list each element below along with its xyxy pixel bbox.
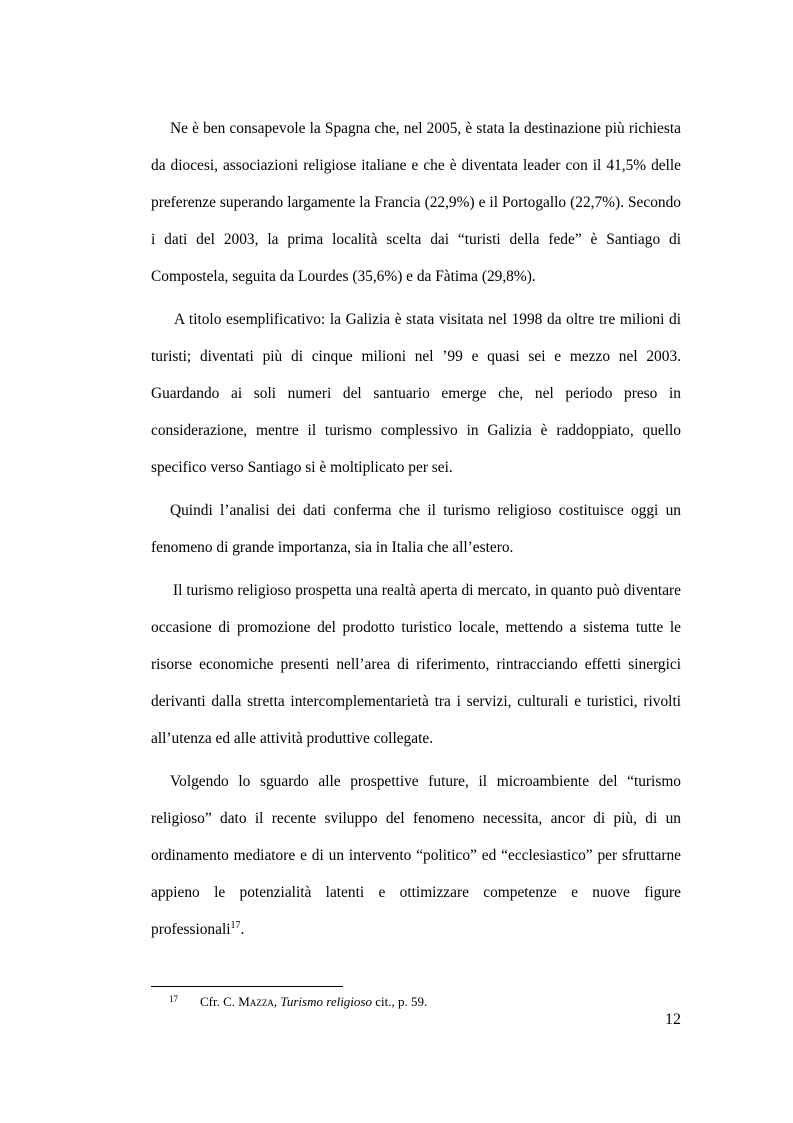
footnote-number: 17 <box>169 994 178 1004</box>
paragraph-1 <box>151 110 681 295</box>
paragraph-3 <box>151 492 681 566</box>
footnote-reference[interactable]: 17 <box>230 919 241 931</box>
page-number: 12 <box>665 1011 681 1028</box>
footnote-author: Mazza <box>238 994 274 1009</box>
footnote-title: Turismo religioso <box>280 994 372 1009</box>
footnote-divider <box>151 986 343 987</box>
paragraph-5-text: Volgendo lo sguardo alle prospettive future, il microambiente del “turismo religioso” dato il recente sviluppo del fenomeno necessita, ancor di più, di un ordinamento mediatore e di un intervento “politico” ed “ecclesiastico” per sfruttarne appieno le potenzialità latenti e ottimizzare competenze e nuove figure professionali <box>151 773 681 938</box>
footnote-separator: , <box>273 994 281 1009</box>
paragraph-2-text: A titolo esemplificativo: la Galizia è stata visitata nel 1998 da oltre tre milioni di turisti; diventati più di cinque milioni nel ’99 e quasi sei e mezzo nel 2003. Guardando ai soli numeri del santuario emerge che, nel periodo preso in considerazione, mentre il turismo complessivo in Galizia è raddoppiato, quello specifico verso Santiago si è moltiplicato per sei. <box>151 311 681 476</box>
paragraph-4 <box>151 572 681 757</box>
paragraph-5: Volgendo lo sguardo alle prospettive future, il microambiente del “turismo religioso” dato il recente sviluppo del fenomeno necessita, ancor di più, di un ordinamento mediatore e di un intervento “politico” ed “ecclesiastico” per sfruttarne appieno le potenzialità latenti e ottimizzare competenze e nuove figure professionali$^{17}$. <box>151 773 681 938</box>
paragraph-2 <box>151 301 681 486</box>
paragraph-1-text: Ne è ben consapevole la Spagna che, nel 2005, è stata la destinazione più richiesta da diocesi, associazioni religiose italiane e che è diventata leader con il 41,5% delle preferenze superando largamente la Francia (22,9%) e il Portogallo (22,7%). Secondo i dati del 2003, la prima località scelta dai “turisti della fede” è Santiago di Compostela, seguita da Lourdes (35,6%) e da Fàtima (29,8%). <box>151 120 681 285</box>
paragraph-3-text: Quindi l’analisi dei dati conferma che il turismo religioso costituisce oggi un fenomeno di grande importanza, sia in Italia che all’estero. <box>151 502 681 556</box>
footnote-suffix: cit., p. 59. <box>371 994 428 1009</box>
paragraph-4-text: Il turismo religioso prospetta una realtà aperta di mercato, in quanto può diventare occasione di promozione del prodotto turistico locale, mettendo a sistema tutte le risorse economiche presenti nell’area di riferimento, rintracciando effetti sinergici derivanti dalla stretta intercomplementarietà tra i servizi, culturali e turistici, rivolti all’utenza ed alle attività produttive collegate. <box>151 582 681 747</box>
body-text <box>151 110 681 954</box>
footnote-prefix: Cfr. C. <box>200 994 239 1009</box>
footnote-text <box>200 993 427 1011</box>
